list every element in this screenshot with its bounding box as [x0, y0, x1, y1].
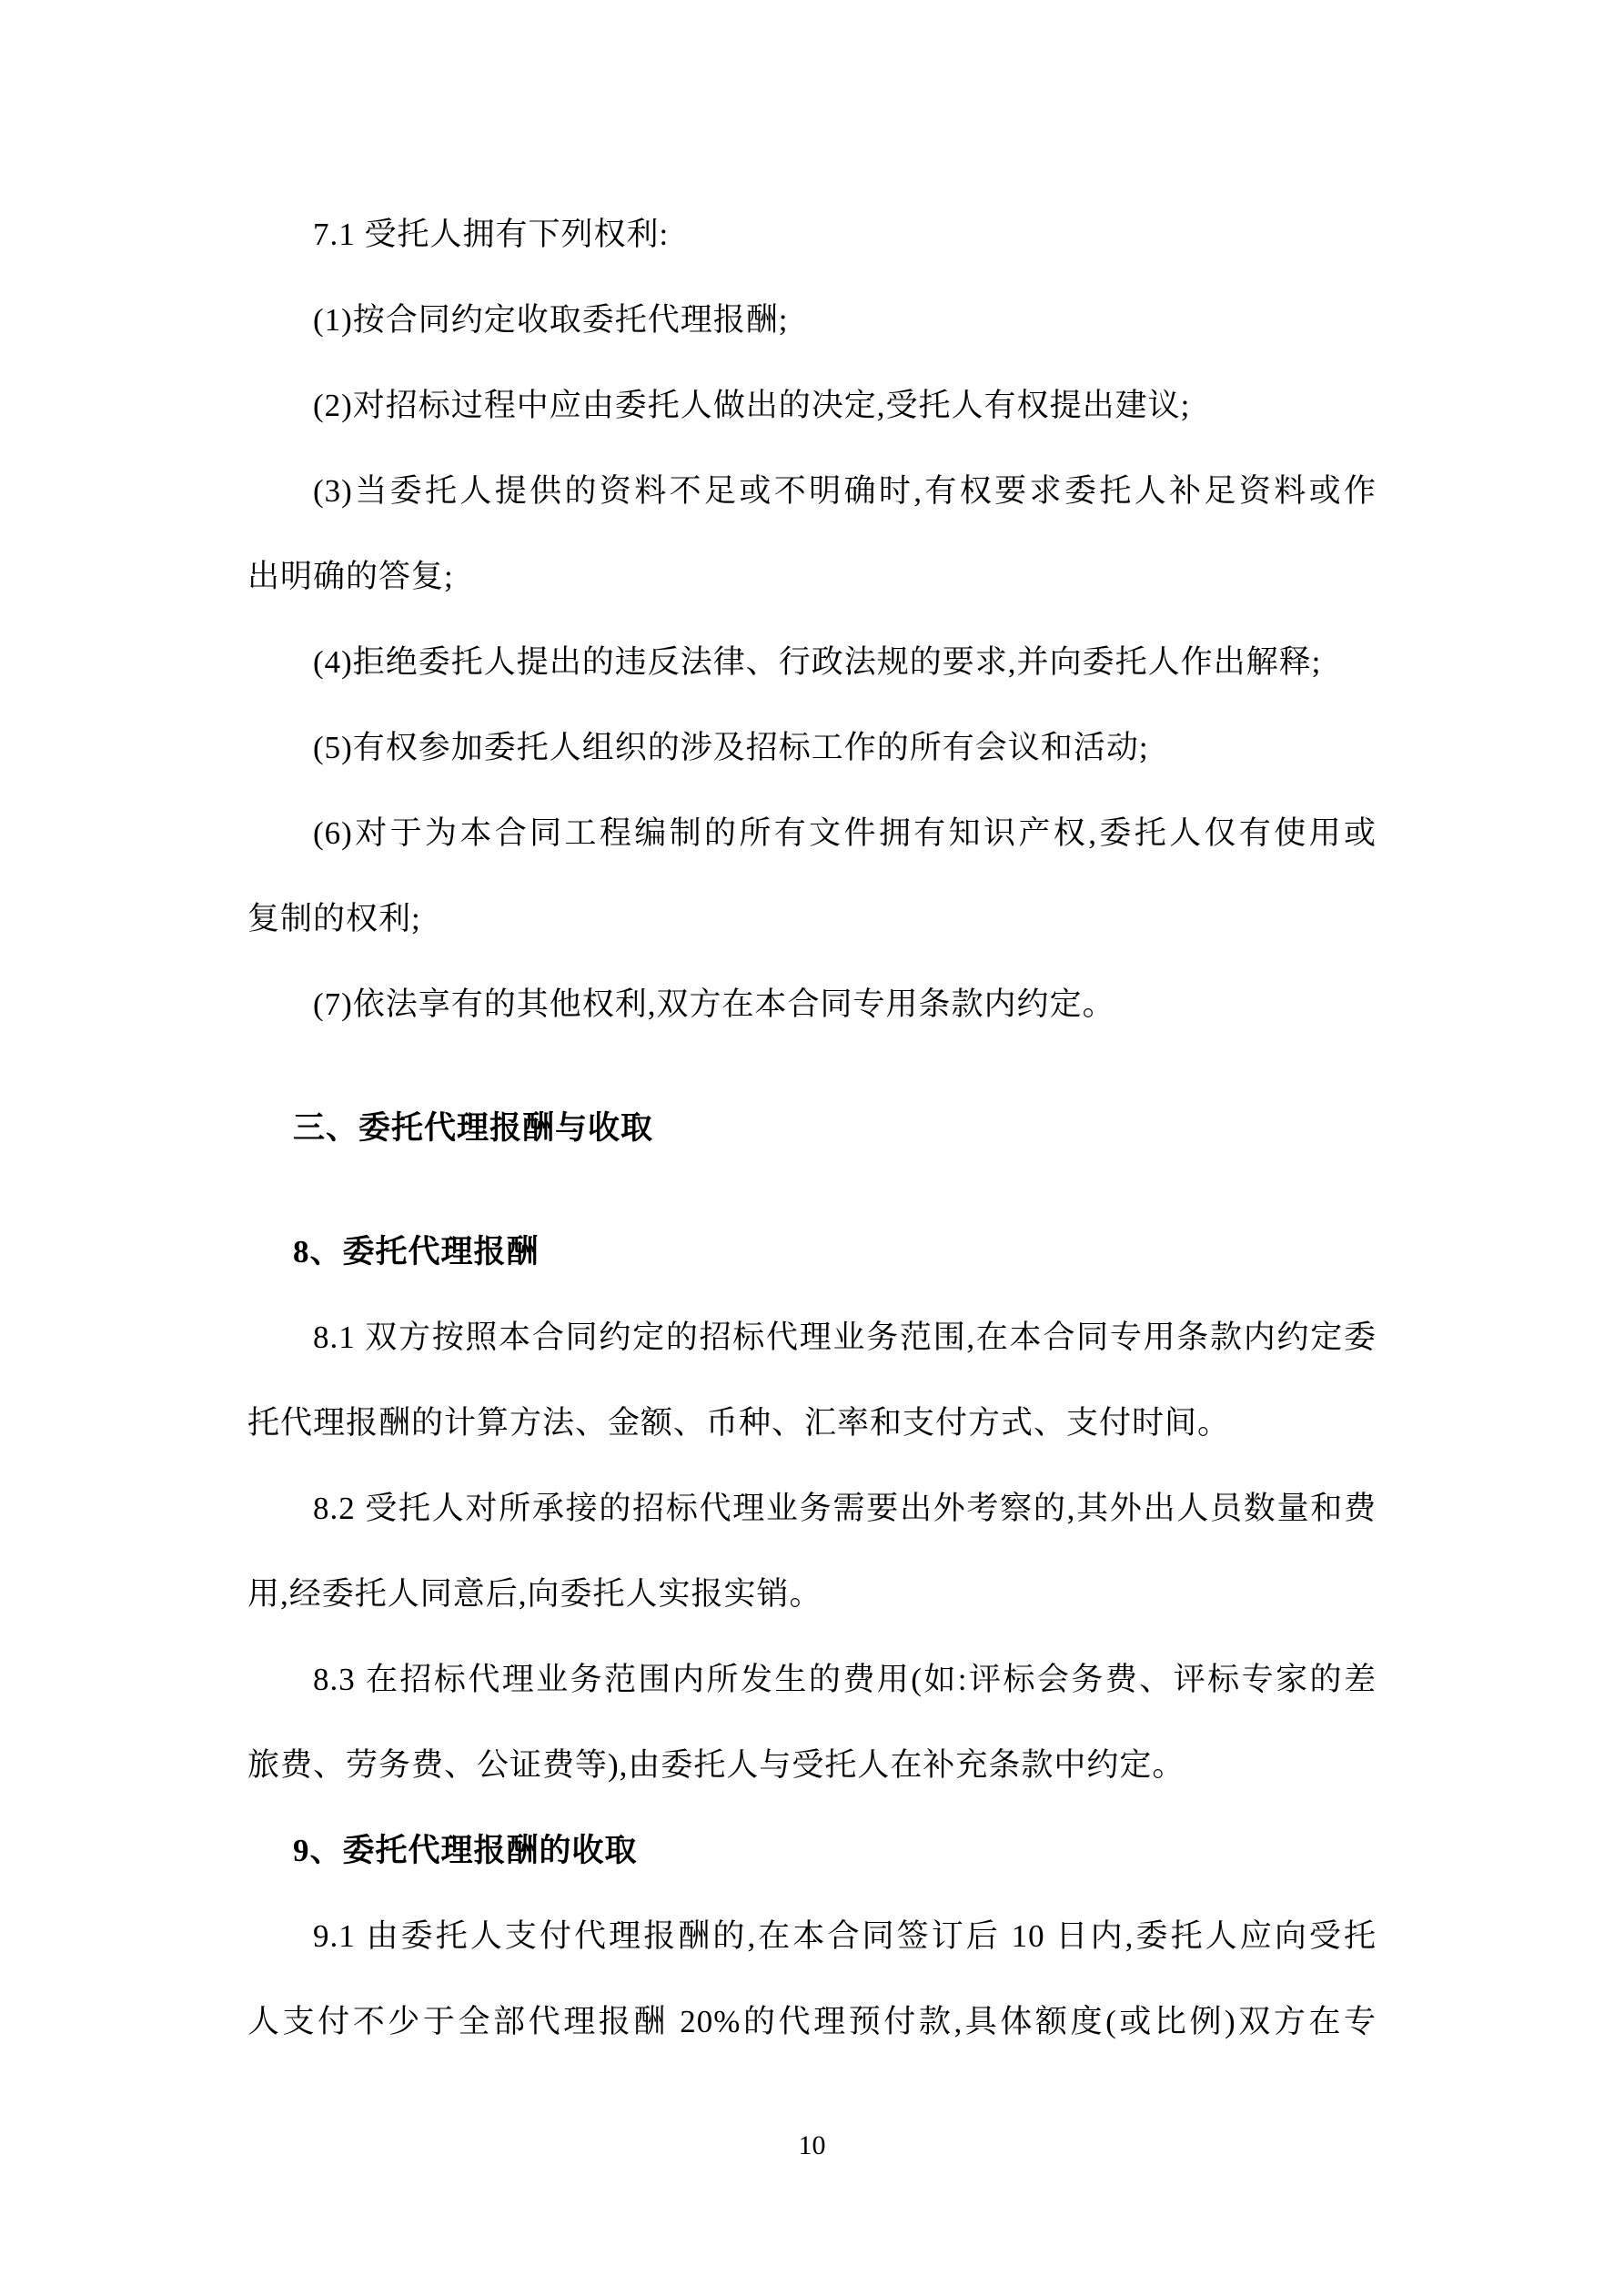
item-4: (4)拒绝委托人提出的违反法律、行政法规的要求,并向委托人作出解释;: [313, 644, 1322, 680]
clause-8-3-cont: 旅费、劳务费、公证费等),由委托人与受托人在补充条款中约定。: [247, 1747, 1185, 1783]
item-3-cont: 出明确的答复;: [247, 559, 454, 594]
page-number: 10: [798, 2130, 826, 2160]
clause-8-1-cont: 托代理报酬的计算方法、金额、币种、汇率和支付方式、支付时间。: [247, 1405, 1231, 1441]
heading-9: 9、委托代理报酬的收取: [293, 1833, 638, 1868]
clause-8-1: 8.1 双方按照本合同约定的招标代理业务范围,在本合同专用条款内约定委: [313, 1320, 1377, 1355]
document-content: [247, 192, 1377, 2065]
clause-9-1: 9.1 由委托人支付代理报酬的,在本合同签订后 10 日内,委托人应向受托: [313, 1918, 1377, 1954]
item-2: (2)对招标过程中应由委托人做出的决定,受托人有权提出建议;: [313, 388, 1191, 423]
item-3: (3)当委托人提供的资料不足或不明确时,有权要求委托人补足资料或作: [313, 473, 1377, 509]
item-1: (1)按合同约定收取委托代理报酬;: [313, 302, 789, 338]
item-6-cont: 复制的权利;: [247, 901, 421, 936]
clause-8-2: 8.2 受托人对所承接的招标代理业务需要出外考察的,其外出人员数量和费: [313, 1491, 1377, 1526]
heading-8: 8、委托代理报酬: [293, 1234, 540, 1269]
section-heading-3: 三、委托代理报酬与收取: [293, 1110, 654, 1146]
item-5: (5)有权参加委托人组织的涉及招标工作的所有会议和活动;: [313, 730, 1149, 765]
clause-7-1: 7.1 受托人拥有下列权利:: [313, 217, 670, 252]
item-7: (7)依法享有的其他权利,双方在本合同专用条款内约定。: [313, 986, 1115, 1022]
item-6: (6)对于为本合同工程编制的所有文件拥有知识产权,委托人仅有使用或: [313, 815, 1377, 851]
clause-9-1-cont: 人支付不少于全部代理报酬 20%的代理预付款,具体额度(或比例)双方在专: [247, 2004, 1377, 2039]
clause-8-3: 8.3 在招标代理业务范围内所发生的费用(如:评标会务费、评标专家的差: [313, 1662, 1377, 1697]
clause-8-2-cont: 用,经委托人同意后,向委托人实报实销。: [247, 1576, 822, 1612]
